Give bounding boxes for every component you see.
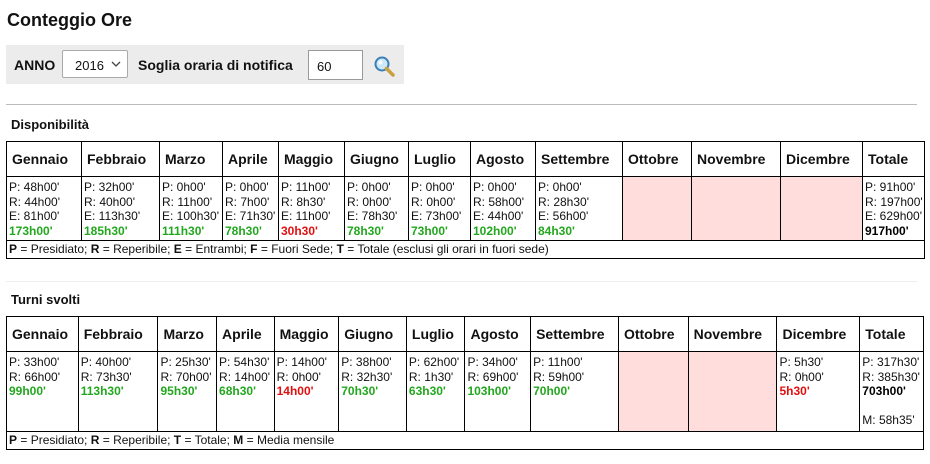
legend-key: M (233, 433, 244, 447)
page-title: Conteggio Ore (7, 10, 132, 30)
column-header: Gennaio (7, 142, 82, 177)
legend-desc: = Reperibile; (99, 433, 174, 447)
column-header: Maggio (279, 142, 345, 177)
soglia-input[interactable] (308, 50, 363, 80)
hours-p: P: 38h00' (341, 355, 392, 369)
total-hours: 113h30' (80, 384, 124, 398)
hours-p: P: 62h00' (408, 355, 460, 369)
column-header: Settembre (536, 142, 623, 177)
hours-p: P: 91h00' (865, 180, 916, 194)
hours-p: P: 40h00' (80, 355, 132, 369)
total-hours: 78h30' (225, 223, 262, 238)
column-header: Marzo (158, 317, 217, 352)
month-cell (223, 177, 279, 241)
hours-r: R: 70h00' (160, 369, 212, 384)
hours-r: R: 28h30' (538, 194, 589, 209)
hours-e: E: 78h30' (347, 209, 398, 223)
legend-key: T (336, 242, 344, 256)
table-row (7, 352, 924, 432)
hours-r: R: 0h00' (779, 369, 824, 384)
column-header: Novembre (692, 142, 781, 177)
anno-label: ANNO (14, 57, 56, 73)
hours-r: R: 197h00' (865, 194, 923, 209)
hours-p: P: 0h00' (538, 180, 582, 194)
hours-p: P: 14h00' (276, 355, 327, 369)
hours-r: R: 66h00' (9, 369, 60, 384)
month-cell (465, 352, 531, 432)
magnifier-icon[interactable] (373, 55, 395, 77)
soglia-input-value: 60 (317, 59, 332, 74)
monthly-average: M: 58h35' (862, 412, 915, 427)
column-header: Giugno (339, 317, 407, 352)
legend-desc: = Entrambi; (181, 242, 251, 256)
hours-p: P: 48h00' (9, 180, 60, 194)
legend-desc: = Totale; (181, 433, 234, 447)
hours-r: R: 44h00' (9, 194, 60, 209)
hours-r: R: 11h00' (162, 194, 213, 209)
month-cell (160, 177, 223, 241)
legend-key: P (9, 242, 18, 256)
column-header: Giugno (345, 142, 409, 177)
empty-month-cell (781, 177, 863, 241)
hours-r: R: 8h30' (281, 194, 326, 209)
column-header: Febbraio (78, 317, 158, 352)
empty-month-cell (618, 352, 688, 432)
column-header: Novembre (688, 317, 777, 352)
column-header: Aprile (223, 142, 279, 177)
column-header: Settembre (531, 317, 619, 352)
hours-p: P: 0h00' (225, 180, 269, 194)
legend-key: F (250, 242, 258, 256)
total-hours: 99h00' (9, 384, 46, 398)
legend-desc: = Presidiato; (17, 433, 91, 447)
legend-row (7, 241, 925, 259)
hours-r: R: 7h00' (225, 194, 270, 209)
total-hours: 14h00' (276, 384, 314, 398)
hours-p: P: 0h00' (347, 180, 391, 194)
hours-p: P: 0h00' (473, 180, 517, 194)
total-hours: 73h00' (411, 223, 448, 238)
column-header: Marzo (160, 142, 223, 177)
month-cell (7, 352, 79, 432)
hours-r: R: 32h30' (341, 369, 393, 384)
legend-key: E (173, 242, 182, 256)
month-cell (78, 352, 158, 432)
month-cell (860, 352, 924, 432)
legend-key: R (90, 433, 100, 447)
hours-r: R: 0h00' (411, 194, 456, 209)
anno-select-value: 2016 (75, 58, 104, 73)
hours-e: E: 113h30' (84, 209, 141, 223)
column-header: Totale (860, 317, 924, 352)
table-header-row (7, 142, 925, 177)
disponibilita-table (6, 141, 925, 259)
total-hours: 95h30' (160, 384, 198, 398)
column-header: Maggio (274, 317, 339, 352)
section-divider-light (6, 281, 917, 282)
total-hours: 84h30' (538, 223, 575, 238)
legend-desc: = Presidiato; (17, 242, 91, 256)
hours-r: R: 40h00' (84, 194, 135, 209)
hours-p: P: 34h00' (467, 355, 518, 369)
legend-key: R (90, 242, 100, 256)
hours-e: E: 71h30' (225, 209, 276, 223)
total-hours: 185h30' (84, 223, 128, 238)
total-hours: 173h00' (9, 223, 53, 238)
legend-desc: = Fuori Sede; (257, 242, 337, 256)
month-cell (7, 177, 82, 241)
legend-key: P (9, 433, 18, 447)
column-header: Ottobre (623, 142, 692, 177)
table-header-row (7, 317, 924, 352)
hours-p: P: 32h00' (84, 180, 135, 194)
column-header: Luglio (406, 317, 465, 352)
hours-p: P: 0h00' (411, 180, 455, 194)
month-cell (279, 177, 345, 241)
hours-e: E: 73h00' (411, 209, 462, 223)
hours-r: R: 14h00' (219, 369, 271, 384)
hours-p: P: 11h00' (281, 180, 331, 194)
turni-table (6, 316, 924, 450)
column-header: Agosto (465, 317, 531, 352)
soglia-label: Soglia oraria di notifica (138, 57, 293, 73)
month-cell (274, 352, 339, 432)
section-title-turni: Turni svolti (11, 292, 81, 307)
hours-p: P: 33h00' (9, 355, 60, 369)
column-header: Luglio (409, 142, 471, 177)
month-cell (409, 177, 471, 241)
total-hours: 703h00' (862, 384, 906, 398)
legend-text (7, 432, 924, 450)
column-header: Agosto (471, 142, 536, 177)
hours-r: R: 385h30' (862, 369, 920, 384)
total-hours: 63h30' (408, 384, 446, 398)
total-hours: 111h30' (162, 223, 205, 238)
hours-e: E: 100h30' (162, 209, 220, 223)
table-row (7, 177, 925, 241)
section-divider (6, 104, 917, 105)
hours-e: E: 629h00' (865, 209, 923, 223)
hours-r: R: 0h00' (276, 369, 321, 384)
total-hours: 70h30' (341, 384, 379, 398)
legend-key: T (173, 433, 182, 447)
anno-select[interactable] (62, 50, 128, 78)
total-hours: 102h00' (473, 223, 517, 238)
month-cell (531, 352, 619, 432)
column-header: Aprile (217, 317, 275, 352)
total-hours: 917h00' (865, 223, 909, 238)
month-cell (217, 352, 275, 432)
legend-desc: = Media mensile (243, 433, 335, 447)
hours-p: P: 25h30' (160, 355, 211, 369)
hours-r: R: 58h00' (473, 194, 524, 209)
legend-text (7, 241, 925, 259)
legend-desc: = Reperibile; (99, 242, 174, 256)
total-hours: 5h30' (779, 384, 810, 398)
hours-e: E: 11h00' (281, 209, 331, 223)
hours-r: R: 0h00' (347, 194, 392, 209)
month-cell (158, 352, 217, 432)
hours-p: P: 54h30' (219, 355, 270, 369)
chevron-down-icon (111, 59, 121, 69)
empty-month-cell (623, 177, 692, 241)
month-cell (471, 177, 536, 241)
legend-desc: = Totale (esclusi gli orari in fuori sede) (343, 242, 549, 256)
hours-r: R: 59h00' (533, 369, 585, 384)
month-cell (536, 177, 623, 241)
hours-p: P: 317h30' (862, 355, 920, 369)
total-hours: 78h30' (347, 223, 384, 238)
column-header: Febbraio (82, 142, 160, 177)
hours-r: R: 73h30' (80, 369, 132, 384)
month-cell (777, 352, 860, 432)
hours-e: E: 56h00' (538, 209, 589, 223)
hours-e: E: 44h00' (473, 209, 524, 223)
hours-p: P: 0h00' (162, 180, 206, 194)
month-cell (863, 177, 925, 241)
total-hours: 103h00' (467, 384, 512, 398)
month-cell (406, 352, 465, 432)
column-header: Dicembre (777, 317, 860, 352)
month-cell (345, 177, 409, 241)
total-hours: 30h30' (281, 223, 318, 238)
hours-r: R: 1h30' (408, 369, 454, 384)
hours-p: P: 11h00' (533, 355, 583, 369)
section-title-disponibilita: Disponibilità (11, 117, 89, 132)
hours-e: E: 81h00' (9, 209, 60, 223)
column-header: Totale (863, 142, 925, 177)
month-cell (82, 177, 160, 241)
month-cell (339, 352, 407, 432)
filter-toolbar (6, 45, 404, 84)
total-hours: 68h30' (219, 384, 256, 398)
column-header: Gennaio (7, 317, 79, 352)
hours-r: R: 69h00' (467, 369, 519, 384)
column-header: Dicembre (781, 142, 863, 177)
total-hours: 70h00' (533, 384, 570, 398)
legend-row (7, 432, 924, 450)
empty-month-cell (688, 352, 777, 432)
empty-month-cell (692, 177, 781, 241)
column-header: Ottobre (618, 317, 688, 352)
hours-p: P: 5h30' (779, 355, 824, 369)
